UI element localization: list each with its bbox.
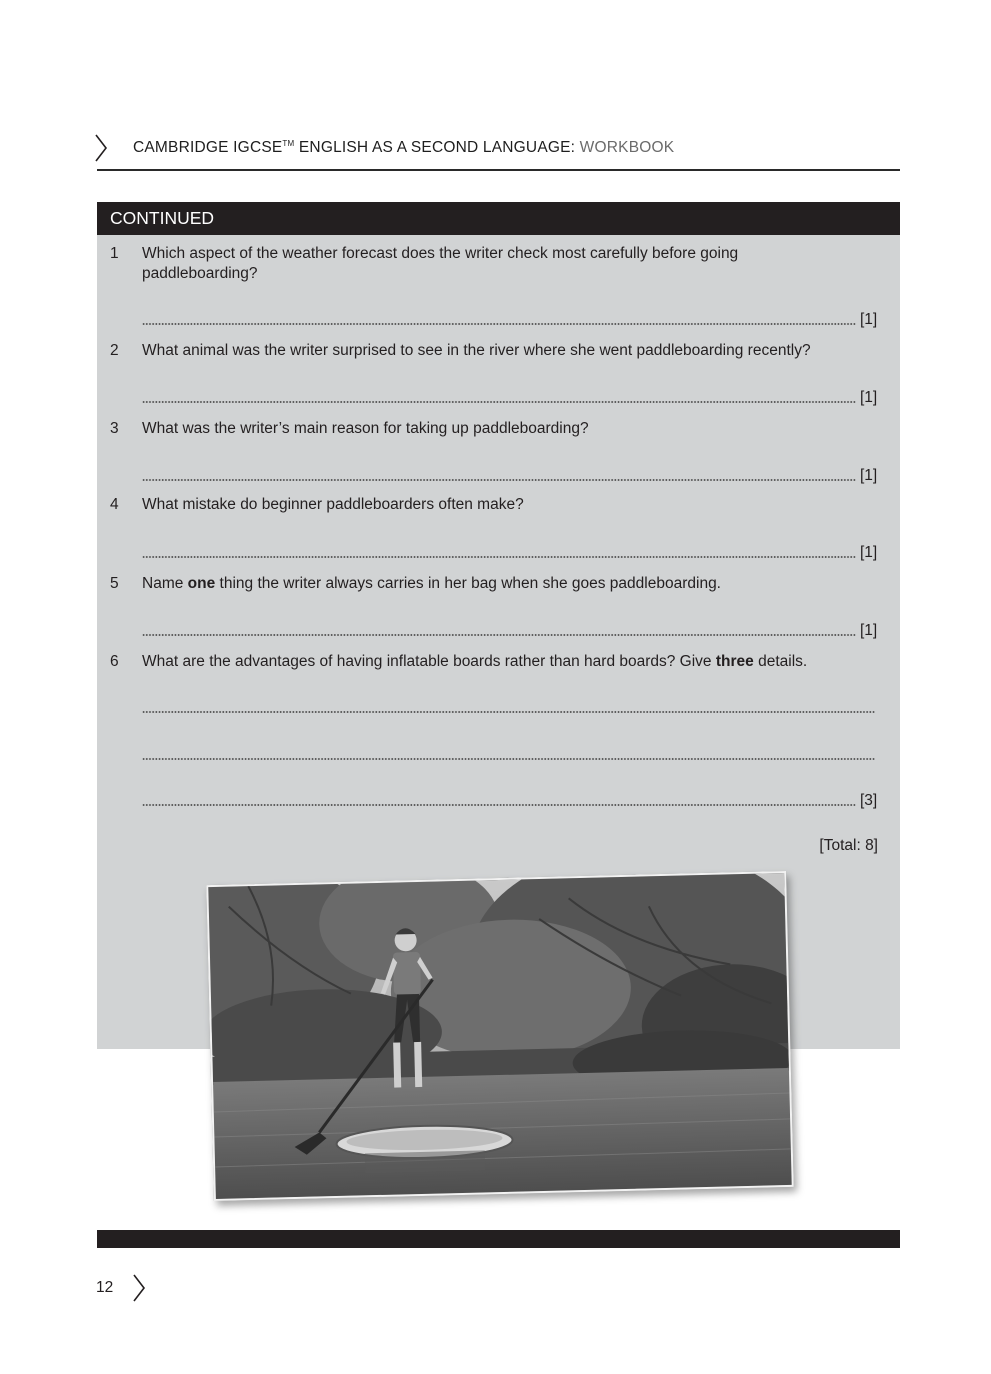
page-header-title: CAMBRIDGE IGCSE™ ENGLISH AS A SECOND LANGUAGE: WORKBOOK (133, 139, 675, 157)
total-marks: [Total: 8] (819, 837, 878, 854)
question-text: What animal was the writer surprised to see in the river where she went paddleboarding recently? (142, 342, 811, 359)
answer-line-6b[interactable] (142, 757, 875, 761)
question-text: Name one thing the writer always carries in her bag when she goes paddleboarding. (142, 575, 721, 592)
answer-line-4[interactable] (142, 555, 856, 559)
answer-line-6a[interactable] (142, 710, 875, 714)
page-number: 12 (96, 1279, 114, 1296)
question-text: What are the advantages of having inflatable boards rather than hard boards? Give three details. (142, 653, 808, 670)
mark-allocation: [1] (860, 467, 878, 484)
header-divider (97, 169, 900, 171)
question-text: What was the writer’s main reason for taking up paddleboarding? (142, 420, 589, 437)
chevron-right-icon (93, 133, 109, 163)
footer-bar (97, 1230, 900, 1248)
photo-illustration (208, 873, 791, 1199)
panel-heading: CONTINUED (97, 202, 900, 235)
paddleboarder-photo (206, 871, 794, 1201)
question-text: Which aspect of the weather forecast does the writer check most carefully before going paddleboarding? (142, 245, 739, 282)
answer-line-1[interactable] (142, 322, 856, 326)
answer-line-6c[interactable] (142, 803, 856, 807)
answer-line-2[interactable] (142, 400, 856, 404)
mark-allocation: [1] (860, 544, 878, 561)
answer-line-3[interactable] (142, 478, 856, 482)
answer-line-5[interactable] (142, 633, 856, 637)
chevron-right-icon (131, 1273, 147, 1303)
question-text: What mistake do beginner paddleboarders often make? (142, 496, 524, 513)
mark-allocation: [3] (860, 792, 878, 809)
mark-allocation: [1] (860, 622, 878, 639)
mark-allocation: [1] (860, 311, 878, 328)
mark-allocation: [1] (860, 389, 878, 406)
continued-panel: CONTINUED 1 Which aspect of the weather forecast does the writer check most carefully before going paddleboarding? [1] 2 What animal was the writer surprised to see in the river where she went paddleboarding recently? [1] 3 What was the writer’s main reason for taking up paddleboarding? [1] 4 What mistake do beginner paddleboarders often make? [1] 5 Name one thing the writer always carries in her bag when she goes paddleboarding. [1] 6 What are the advantages of having inflatable boards rather than hard boards? Give three details. [3] [Total: 8] (97, 202, 900, 1049)
